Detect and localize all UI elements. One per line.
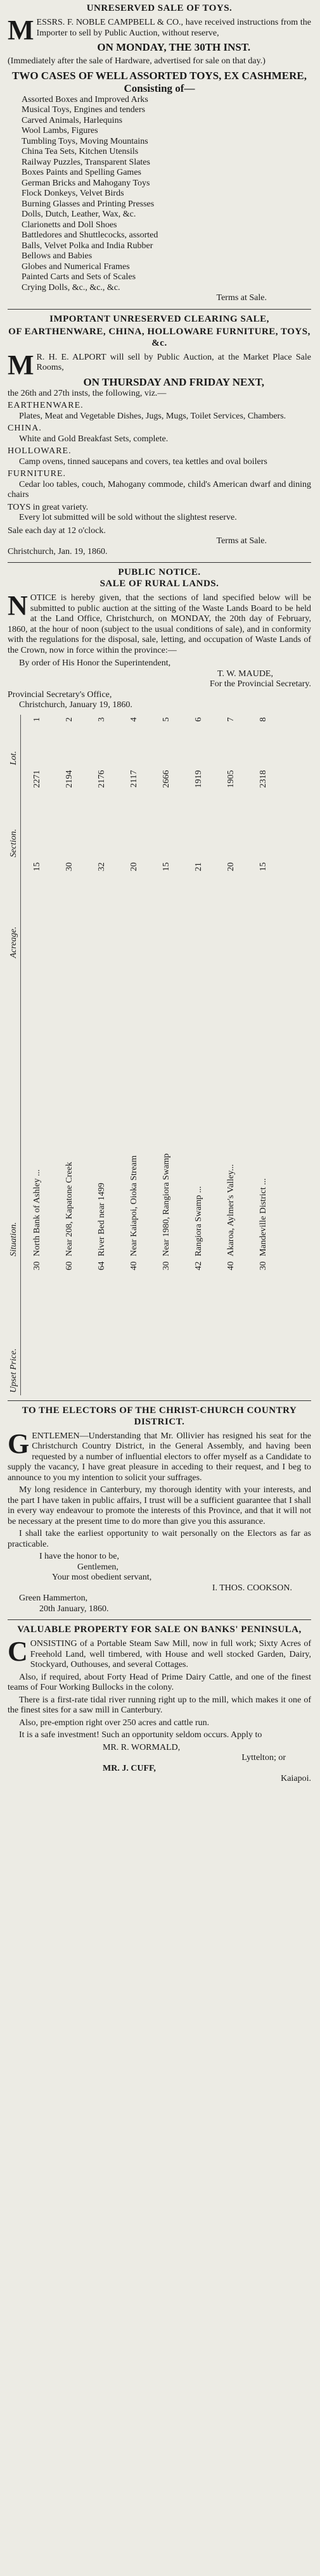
section-text: Camp ovens, tinned saucepans and covers, tea kettles and oval boilers xyxy=(19,456,267,467)
list-item: Clarionetts and Doll Shoes xyxy=(22,220,117,230)
ad-clearing-sale xyxy=(8,313,311,558)
office-date: Christchurch, January 19, 1860. xyxy=(19,700,132,710)
ad-property-sale xyxy=(8,1624,311,1785)
section-text: White and Gold Breakfast Sets, complete. xyxy=(19,434,169,444)
section-heading: CHINA. xyxy=(8,424,42,433)
agent-name: MR. R. WORMALD, xyxy=(103,1742,181,1752)
table-row xyxy=(247,715,279,1395)
list-item: Battledores and Shuttlecocks, assorted xyxy=(22,230,158,240)
acreage-cell: 15 xyxy=(161,862,171,871)
lot-cell: 7 xyxy=(226,717,236,722)
section-cell: 2194 xyxy=(64,769,74,788)
property-body: Also, if required, about Forty Head of Prime Dairy Cattle, and one of the finest teams of Four Working Bullocks in the colony. xyxy=(8,1672,311,1692)
col-header-section: Section. xyxy=(8,767,21,860)
ad-public-notice xyxy=(8,567,311,1395)
table-row xyxy=(53,715,86,1395)
table-row xyxy=(118,715,150,1395)
letter-body: I shall take the earliest opportunity to wait personally on the Electors as far as practicable. xyxy=(8,1529,311,1549)
agent-place: Lyttelton; or xyxy=(241,1753,286,1762)
list-item: China Tea Sets, Kitchen Utensils xyxy=(22,147,139,156)
lot-cell: 1 xyxy=(32,717,42,722)
terms: Terms at Sale. xyxy=(216,293,267,303)
section-text: Cedar loo tables, couch, Mahogany commode, child's American dwarf and dining chairs xyxy=(8,479,311,499)
list-item: Boxes Paints and Spelling Games xyxy=(22,168,141,177)
agent-name: MR. J. CUFF, xyxy=(103,1763,156,1773)
situation-cell: Near 208, Kapatone Creek xyxy=(64,1161,74,1257)
ad-intro: MR. H. E. ALPORT will sell by Public Auction, at the Market Place Sale Rooms, xyxy=(8,349,311,380)
acreage-cell: 20 xyxy=(129,862,139,871)
list-item: Carved Animals, Harlequins xyxy=(22,115,123,125)
price-cell: 30 xyxy=(258,1261,268,1271)
ad-electors xyxy=(8,1405,311,1615)
land-table-rotated xyxy=(8,715,305,1395)
section-cell: 1905 xyxy=(226,769,236,788)
property-body: Also, pre-emption right over 250 acres and cattle run. xyxy=(19,1718,210,1728)
sale-note: (Immediately after the sale of Hardware, advertised for sale on that day.) xyxy=(8,56,266,66)
col-header-price: Upset Price. xyxy=(8,1259,21,1395)
price-cell: 40 xyxy=(129,1261,139,1271)
price-cell: 30 xyxy=(161,1261,171,1271)
acreage-cell: 21 xyxy=(193,862,203,871)
list-item: Balls, Velvet Polka and India Rubber xyxy=(22,241,153,251)
divider xyxy=(8,1400,311,1401)
ad-heading: PUBLIC NOTICE. xyxy=(118,567,201,577)
situation-cell: River Bed near 1499 xyxy=(96,1182,106,1257)
price-cell: 64 xyxy=(96,1261,106,1271)
table-row xyxy=(215,715,247,1395)
list-item: Dolls, Dutch, Leather, Wax, &c. xyxy=(22,210,136,219)
acreage-cell: 20 xyxy=(226,862,236,871)
ad-heading: TO THE ELECTORS OF THE CHRIST-CHURCH COUNTRY DISTRICT. xyxy=(22,1405,297,1427)
table-row xyxy=(182,715,215,1395)
property-body: It is a safe investment! Such an opportunity seldom occurs. Apply to xyxy=(19,1730,262,1740)
list-item: Bellows and Babies xyxy=(22,251,93,261)
section-cell: 1919 xyxy=(193,769,203,788)
list-item: Tumbling Toys, Moving Mountains xyxy=(22,136,148,146)
section-text: Plates, Meat and Vegetable Dishes, Jugs, Mugs, Toilet Services, Chambers. xyxy=(19,411,286,421)
table-row xyxy=(86,715,118,1395)
land-table xyxy=(8,715,279,1395)
col-header-acreage: Acreage. xyxy=(8,860,21,960)
table-header-row xyxy=(8,715,21,1395)
place-date: Christchurch, Jan. 19, 1860. xyxy=(8,546,108,556)
situation-cell: Near 1980, Rangiora Swamp xyxy=(161,1153,171,1257)
situation-cell: Akaroa, Aylmer's Valley... xyxy=(226,1164,236,1257)
property-body: CONSISTING of a Portable Steam Saw Mill, now in full work; Sixty Acres of Freehold Land, well timbered, with House and well stocked Garden, Dairy, Stockyard, Outhouses, and several Cottages. xyxy=(8,1636,311,1669)
notice-body: NOTICE is hereby given, that the sections of land specified below will be submitted to public auction at the sitting of the Waste Lands Board to be held at the Land Office, Christchurch, on MONDAY, the 20th day of February, 1860, at the hour of noon (subject to the usual conditions of sale), and in conformity with the regulations for the disposal, sale, letting, and occupation of Waste Lands of the Crown, now in force within the province:— xyxy=(8,590,311,655)
land-table-wrapper xyxy=(8,715,311,1395)
toy-list xyxy=(8,95,311,294)
price-cell: 42 xyxy=(193,1261,203,1271)
divider xyxy=(8,1619,311,1620)
office: Provincial Secretary's Office, xyxy=(8,689,112,700)
ad-heading: UNRESERVED SALE OF TOYS. xyxy=(86,3,233,13)
sale-date: ON THURSDAY AND FRIDAY NEXT, xyxy=(83,375,264,388)
situation-cell: North Bank of Ashley ... xyxy=(32,1169,42,1257)
acreage-cell: 32 xyxy=(96,862,106,871)
col-header-lot: Lot. xyxy=(8,715,21,767)
price-cell: 40 xyxy=(226,1261,236,1271)
section-cell: 2666 xyxy=(161,769,171,788)
list-item: Wool Lambs, Figures xyxy=(22,126,98,135)
date: 20th January, 1860. xyxy=(39,1604,109,1614)
lot-cell: 5 xyxy=(161,717,171,722)
cases-heading: TWO CASES OF WELL ASSORTED TOYS, EX CASHMERE, Consisting of— xyxy=(12,69,307,94)
lot-cell: 3 xyxy=(96,717,106,722)
list-item: Railway Puzzles, Transparent Slates xyxy=(22,157,150,167)
list-item: German Bricks and Mahogany Toys xyxy=(22,178,150,188)
section-heading: FURNITURE. xyxy=(8,469,67,479)
signer-title: For the Provincial Secretary. xyxy=(209,679,311,689)
list-item: Burning Glasses and Printing Presses xyxy=(22,199,155,209)
sale-date-detail: the 26th and 27th insts, the following, viz.— xyxy=(8,388,167,398)
situation-cell: Rangiora Swamp ... xyxy=(193,1186,203,1257)
agent-place: Kaiapoi. xyxy=(281,1774,311,1783)
daily-line: Sale each day at 12 o'clock. xyxy=(8,525,106,536)
list-item: Flock Donkeys, Velvet Birds xyxy=(22,189,124,198)
order-line: By order of His Honor the Superintendent, xyxy=(19,658,171,668)
col-header-situation: Situation. xyxy=(8,960,21,1259)
price-cell: 30 xyxy=(32,1261,42,1271)
acreage-cell: 15 xyxy=(258,862,268,871)
situation-cell: Mandeville District ... xyxy=(258,1178,268,1257)
closing: Your most obedient servant, xyxy=(52,1573,152,1582)
price-cell: 60 xyxy=(64,1261,74,1271)
toys-line: TOYS in great variety. xyxy=(8,502,89,512)
closing: Gentlemen, xyxy=(77,1562,118,1572)
ad-toy-sale xyxy=(8,3,311,304)
ad-heading: IMPORTANT UNRESERVED CLEARING SALE, xyxy=(49,313,269,324)
section-heading: EARTHENWARE. xyxy=(8,401,84,410)
lot-cell: 2 xyxy=(64,717,74,722)
lot-cell: 4 xyxy=(129,717,139,722)
list-item: Assorted Boxes and Improved Arks xyxy=(22,94,148,104)
list-item: Crying Dolls, &c., &c., &c. xyxy=(22,282,120,292)
signer: I. THOS. COOKSON. xyxy=(212,1583,292,1593)
section-heading: HOLLOWARE. xyxy=(8,446,72,456)
divider xyxy=(8,309,311,310)
ad-subheading: OF EARTHENWARE, CHINA, HOLLOWARE FURNITURE, TOYS, &c. xyxy=(8,326,310,348)
property-body: There is a first-rate tidal river running right up to the mill, which makes it one of the finest sites for a saw mill in Canterbury. xyxy=(8,1695,311,1715)
terms: Terms at Sale. xyxy=(216,536,267,546)
ad-subheading: SALE OF RURAL LANDS. xyxy=(99,579,219,589)
list-item: Globes and Numerical Frames xyxy=(22,261,130,272)
lot-cell: 6 xyxy=(193,717,203,722)
divider xyxy=(8,562,311,563)
section-cell: 2176 xyxy=(96,769,106,788)
section-cell: 2318 xyxy=(258,769,268,788)
lot-cell: 8 xyxy=(258,717,268,722)
acreage-cell: 15 xyxy=(32,862,42,871)
place: Green Hammerton, xyxy=(19,1593,88,1603)
signer: T. W. MAUDE, xyxy=(217,669,273,679)
letter-body: My long residence in Canterbury, my thorough identity with your interests, and the part I have taken in public affairs, I trust will be a sufficient guarantee that I shall in every way endeavour to promote the interests of this Province, and that it will not be necessary at the present time to do more than give you this assurance. xyxy=(8,1485,311,1526)
table-row xyxy=(150,715,182,1395)
section-cell: 2271 xyxy=(32,769,42,788)
sale-date: ON MONDAY, THE 30TH INST. xyxy=(97,41,251,53)
closing: I have the honor to be, xyxy=(39,1552,119,1561)
acreage-cell: 30 xyxy=(64,862,74,871)
ad-intro: MESSRS. F. NOBLE CAMPBELL & CO., have received instructions from the Importer to sell by Public Auction, without reserve, xyxy=(8,15,311,46)
list-item: Musical Toys, Engines and tenders xyxy=(22,105,146,115)
section-cell: 2117 xyxy=(129,769,139,788)
ad-heading: VALUABLE PROPERTY FOR SALE ON BANKS' PENINSULA, xyxy=(17,1624,302,1635)
table-row xyxy=(21,715,54,1395)
situation-cell: Near Kaiapoi, Oioka Stream xyxy=(129,1155,139,1257)
letter-body: GENTLEMEN—Understanding that Mr. Ollivier has resigned his seat for the Christchurch Country District, in the General Assembly, and having been requested by a number of influential electors to offer myself as a Candidate to supply the vacancy, I have great pleasure in acceding to their request, and I beg to announce to you my intention to solicit your suffrages. xyxy=(8,1428,311,1483)
reserve-line: Every lot submitted will be sold without the slightest reserve. xyxy=(19,513,237,522)
list-item: Painted Carts and Sets of Scales xyxy=(22,272,136,282)
